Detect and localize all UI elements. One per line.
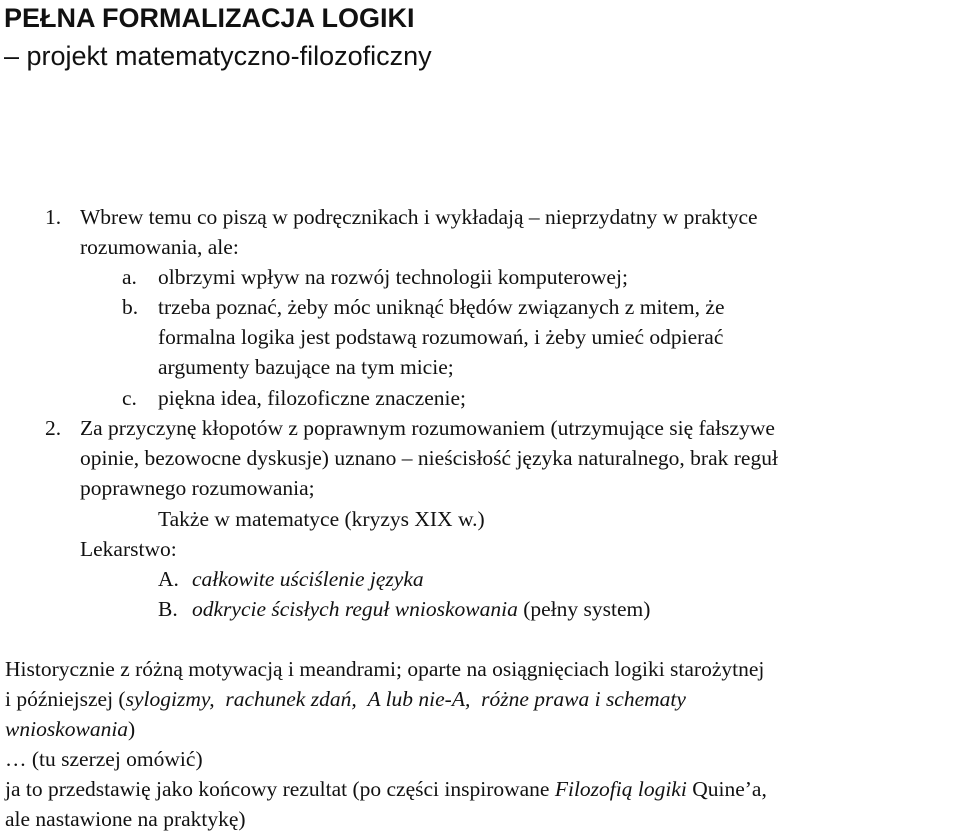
para-1-prefix: i późniejszej ( bbox=[5, 687, 126, 711]
remedy-b bbox=[158, 595, 650, 623]
sub-item-c-marker: c. bbox=[122, 386, 137, 410]
para-3-suffix: Quine’a, bbox=[686, 777, 767, 801]
sub-item-c-text: piękna idea, filozoficzne znaczenie; bbox=[158, 386, 466, 410]
para-3-line-2: ale nastawione na praktykę) bbox=[5, 807, 246, 831]
para-1-line-1: Historycznie z różną motywacją i meandrami; oparte na osiągnięciach logiki starożytnej bbox=[5, 657, 765, 681]
term-sylogizmy: sylogizmy, bbox=[125, 687, 215, 711]
para-1-suffix: ) bbox=[128, 717, 136, 741]
item-1-line-1 bbox=[45, 203, 758, 231]
item-2-line-1 bbox=[45, 414, 775, 442]
remedy-a-marker: A. bbox=[158, 567, 179, 591]
page-title bbox=[4, 2, 432, 72]
sub-item-a bbox=[122, 263, 628, 291]
sub-item-b-text-1: trzeba poznać, żeby móc uniknąć błędów związanych z mitem, że bbox=[158, 295, 725, 319]
item-2-number: 2. bbox=[45, 416, 62, 440]
remedy-b-marker: B. bbox=[158, 597, 178, 621]
para-1-line-3 bbox=[5, 715, 135, 743]
term-wnioskowania: wnioskowania bbox=[5, 717, 129, 741]
sub-item-b-text-2: formalna logika jest podstawą rozumowań, i żeby umieć odpierać bbox=[158, 325, 724, 349]
para-3-line-1 bbox=[5, 775, 767, 803]
book-title: Filozofią logiki bbox=[554, 777, 687, 801]
remedy-a-text: całkowite uściślenie języka bbox=[192, 567, 424, 591]
remedy-label: Lekarstwo: bbox=[80, 537, 177, 561]
sub-item-c bbox=[122, 384, 466, 412]
title-line-1: PEŁNA FORMALIZACJA LOGIKI bbox=[4, 3, 415, 33]
title-line-2: – projekt matematyczno-filozoficzny bbox=[4, 41, 432, 71]
sub-item-b-text-3: argumenty bazujące na tym micie; bbox=[158, 355, 454, 379]
term-rozne-prawa: różne prawa i schematy bbox=[481, 687, 686, 711]
item-2-line-3: poprawnego rozumowania; bbox=[80, 476, 315, 500]
sub-item-a-marker: a. bbox=[122, 265, 137, 289]
para-1-line-2 bbox=[5, 685, 686, 713]
sub-item-b bbox=[122, 293, 725, 321]
sub-item-b-marker: b. bbox=[122, 295, 139, 319]
item-2-text: Za przyczynę kłopotów z poprawnym rozumowaniem (utrzymujące się fałszywe bbox=[80, 416, 775, 440]
sub-item-a-text: olbrzymi wpływ na rozwój technologii komputerowej; bbox=[158, 265, 628, 289]
remedy-a bbox=[158, 565, 424, 593]
remedy-b-extra: (pełny system) bbox=[517, 597, 651, 621]
item-1-text: Wbrew temu co piszą w podręcznikach i wykładają – nieprzydatny w praktyce bbox=[80, 205, 758, 229]
item-2-also-math: Także w matematyce (kryzys XIX w.) bbox=[158, 507, 485, 531]
remedy-b-text: odkrycie ścisłych reguł wnioskowania bbox=[192, 597, 518, 621]
item-2-line-2: opinie, bezowocne dyskusje) uznano – nieścisłość języka naturalnego, brak reguł bbox=[80, 446, 778, 470]
item-1-number: 1. bbox=[45, 205, 62, 229]
para-2: … (tu szerzej omówić) bbox=[5, 747, 203, 771]
para-3-prefix: ja to przedstawię jako końcowy rezultat (po części inspirowane bbox=[5, 777, 555, 801]
term-rachunek-zdan: rachunek zdań, bbox=[225, 687, 357, 711]
term-a-lub-nie-a: A lub nie-A, bbox=[367, 687, 471, 711]
item-1-line-2: rozumowania, ale: bbox=[80, 235, 239, 259]
